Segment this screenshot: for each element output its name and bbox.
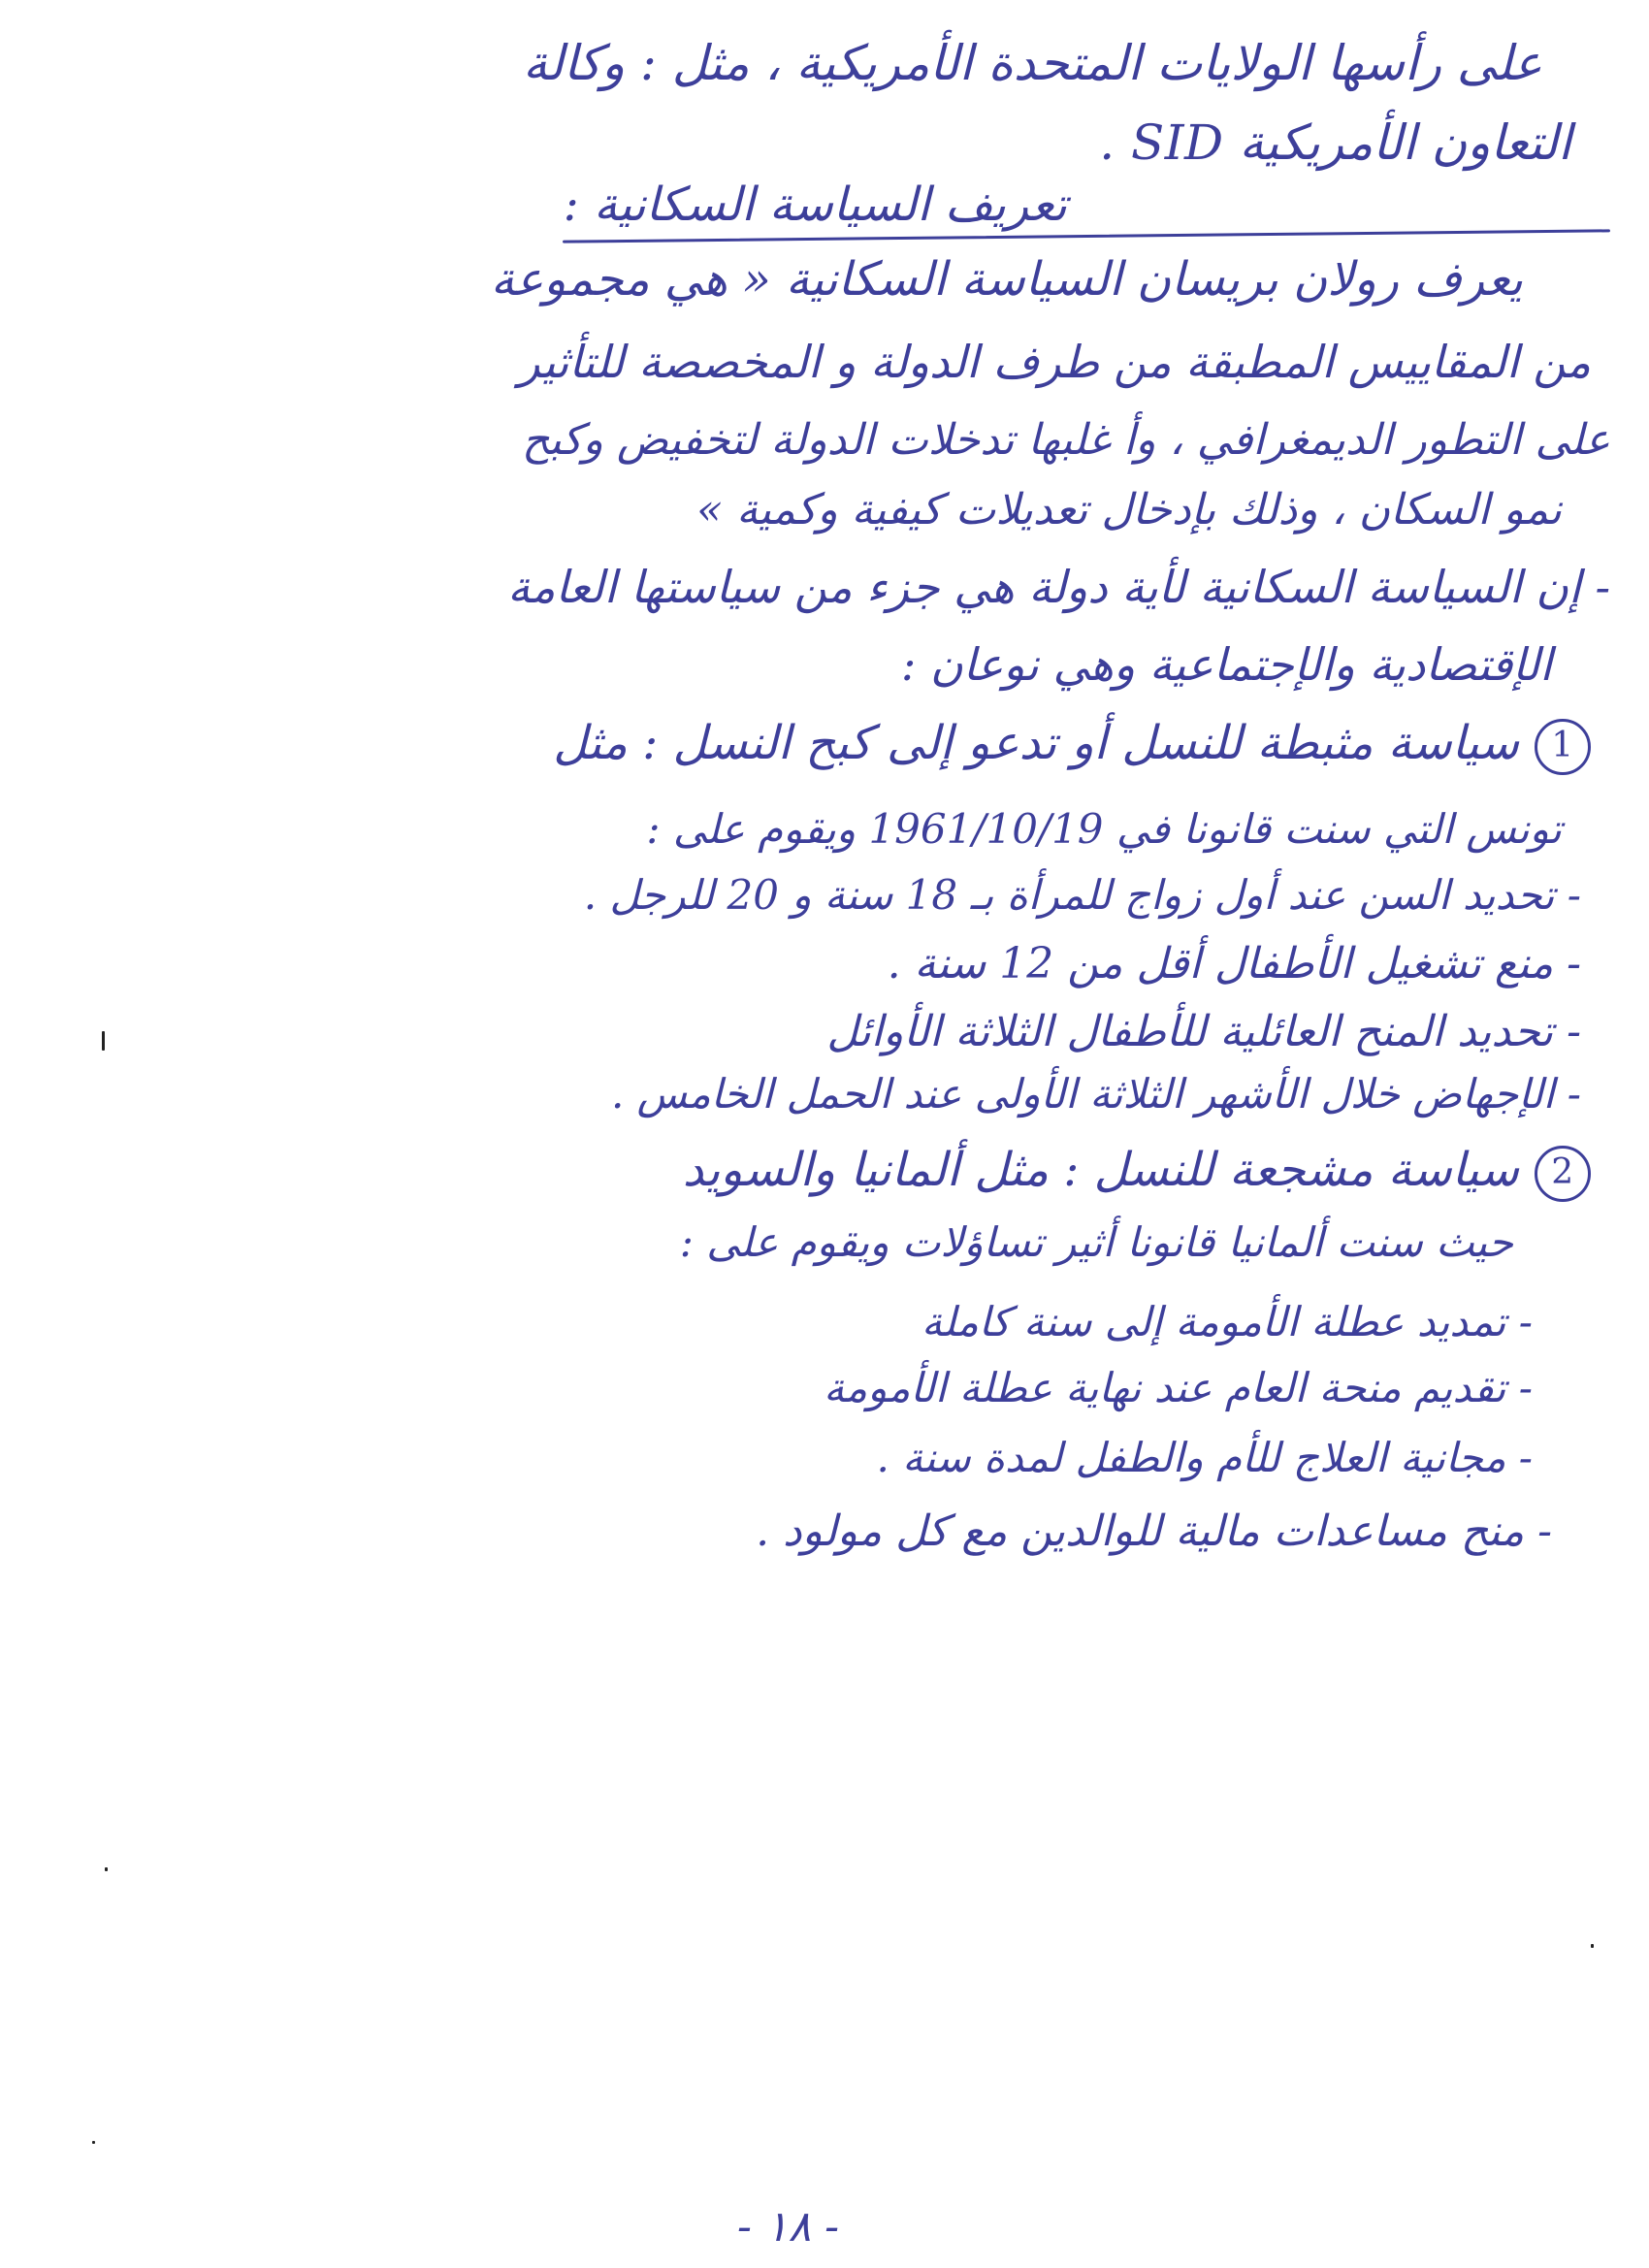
text-line-17: حيث سنت ألمانيا قانونا أثير تساؤلات ويقوم على : [679,1218,1513,1266]
bullet-line-2: - منع تشغيل الأطفال أقل من 12 سنة . [887,939,1581,988]
text-line-11: تونس التي سنت قانونا في 1961/10/19 ويقوم على : [646,805,1562,853]
bullet-line-7: - مجانية العلاج للأم والطفل لمدة سنة . [876,1434,1533,1481]
text-line-1: على رأسها الولايات المتحدة الأمريكية ، مثل : وكالة [522,35,1542,91]
numbered-item-2-text: سياسة مشجعة للنسل : مثل ألمانيا والسويد [682,1143,1519,1197]
numbered-item-1 [553,718,1591,775]
text-line-4: يعرف رولان بريسان السياسة السكانية « هي مجموعة [490,252,1523,307]
numbered-item-2 [683,1145,1591,1202]
text-line-2: التعاون الأمريكية SID . [1099,114,1571,171]
page-number: - ١٨ - [737,2202,839,2252]
bullet-line-8: - منح مساعدات مالية للوالدين مع كل مولود . [756,1507,1552,1556]
bullet-line-5: - تمديد عطلة الأمومة إلى سنة كاملة [921,1298,1533,1345]
number-two-marker: 2 [1535,1146,1591,1202]
text-line-5: من المقاييس المطبقة من طرف الدولة و المخصصة للتأثير [518,336,1591,388]
section-heading: تعريف السياسة السكانية : [563,178,1067,232]
text-line-7: نمو السكان ، وذلك بإدخال تعديلات كيفية وكمية » [696,485,1562,535]
scan-speck [105,1867,108,1871]
bullet-line-1: - تحديد السن عند أول زواج للمرأة بـ 18 سنة و 20 للرجل . [583,871,1581,919]
bullet-line-6: - تقديم منحة العام عند نهاية عطلة الأمومة [824,1364,1533,1411]
bullet-line-4: - الإجهاض خلال الأشهر الثلاثة الأولى عند الحمل الخامس . [610,1070,1581,1118]
numbered-item-1-text: سياسة مثبطة للنسل أو تدعو إلى كبح النسل : مثل [553,716,1519,770]
number-one-marker: 1 [1535,719,1591,775]
text-line-8: - إن السياسة السكانية لأية دولة هي جزء من سياستها العامة [507,561,1610,613]
text-line-6: على التطور الديمغرافي ، وأ غلبها تدخلات الدولة لتخفيض وكبح [522,415,1610,465]
scan-speck [102,1031,105,1051]
scan-speck [92,2141,95,2144]
text-line-9: الإقتصادية والإجتماعية وهي نوعان : [900,638,1552,691]
bullet-line-3: - تحديد المنح العائلية للأطفال الثلاثة الأوائل [826,1007,1581,1056]
scan-speck [1591,1944,1594,1948]
